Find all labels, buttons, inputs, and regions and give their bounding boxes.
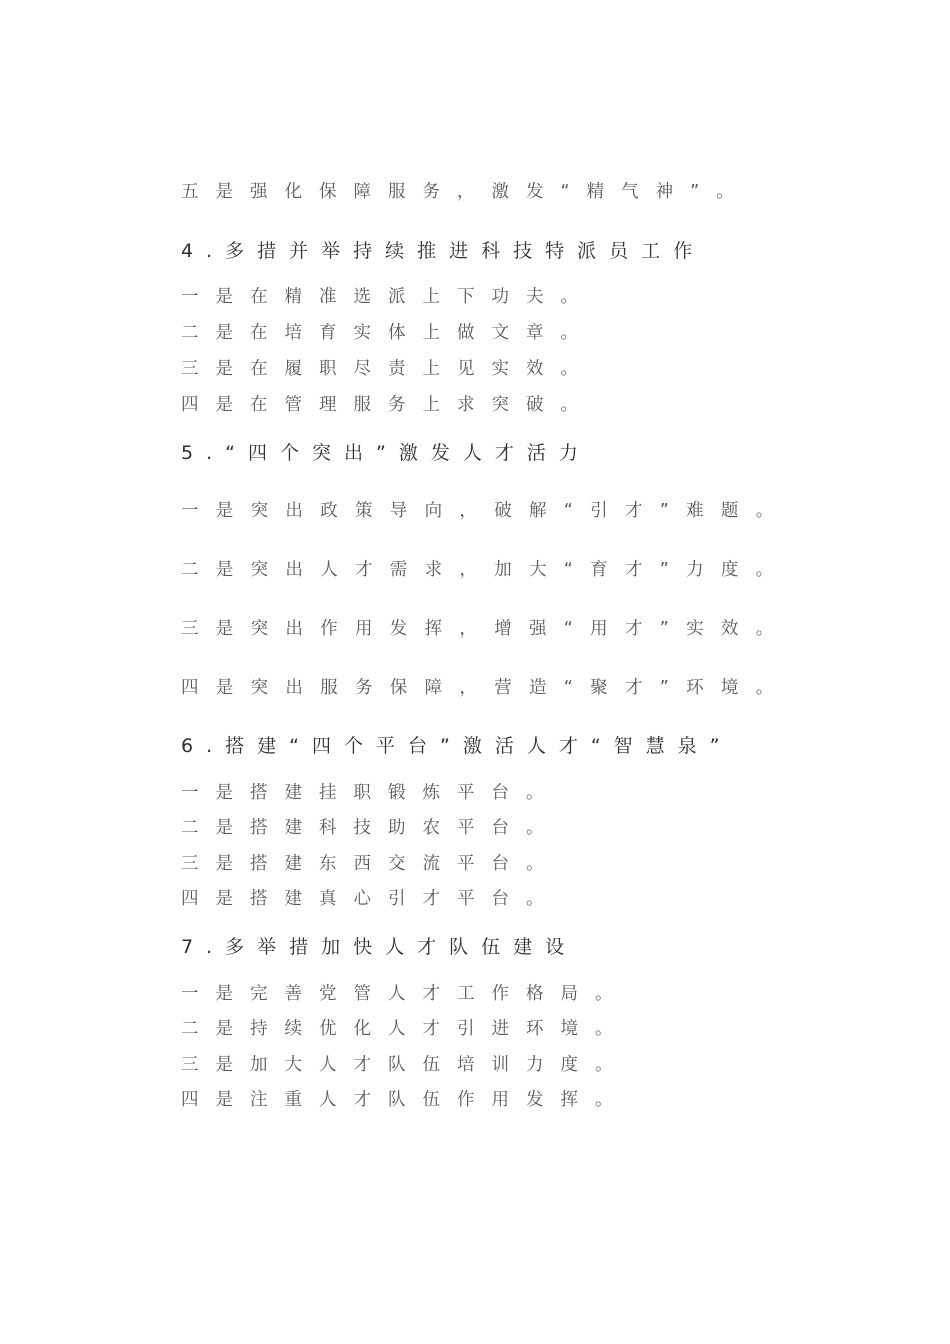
list-item: 三是突出作用发挥，增强“用才”实效。 <box>181 619 791 639</box>
list-item: 二是在培育实体上做文章。 <box>181 323 595 343</box>
list-item: 四是突出服务保障，营造“聚才”环境。 <box>181 678 791 698</box>
paragraph-line: 五是强化保障服务，激发“精气神”。 <box>181 182 751 202</box>
list-item: 四是在管理服务上求突破。 <box>181 395 595 415</box>
list-item: 四是注重人才队伍作用发挥。 <box>181 1090 630 1110</box>
list-item: 三是在履职尽责上见实效。 <box>181 359 595 379</box>
list-item: 一是完善党管人才工作格局。 <box>181 984 630 1004</box>
list-item: 一是在精准选派上下功夫。 <box>181 287 595 307</box>
section-heading: 4.多措并举持续推进科技特派员工作 <box>181 240 706 262</box>
list-item: 二是持续优化人才引进环境。 <box>181 1019 630 1039</box>
list-item: 一是搭建挂职锻炼平台。 <box>181 783 561 803</box>
list-item: 二是突出人才需求，加大“育才”力度。 <box>181 560 791 580</box>
list-item: 三是加大人才队伍培训力度。 <box>181 1055 630 1075</box>
list-item: 一是突出政策导向，破解“引才”难题。 <box>181 501 791 521</box>
section-heading: 7.多举措加快人才队伍建设 <box>181 936 578 958</box>
list-item: 二是搭建科技助农平台。 <box>181 818 561 838</box>
section-heading: 5.“四个突出”激发人才活力 <box>181 442 591 464</box>
section-heading: 6.搭建“四个平台”激活人才“智慧泉” <box>181 735 733 757</box>
list-item: 三是搭建东西交流平台。 <box>181 854 561 874</box>
list-item: 四是搭建真心引才平台。 <box>181 889 561 909</box>
